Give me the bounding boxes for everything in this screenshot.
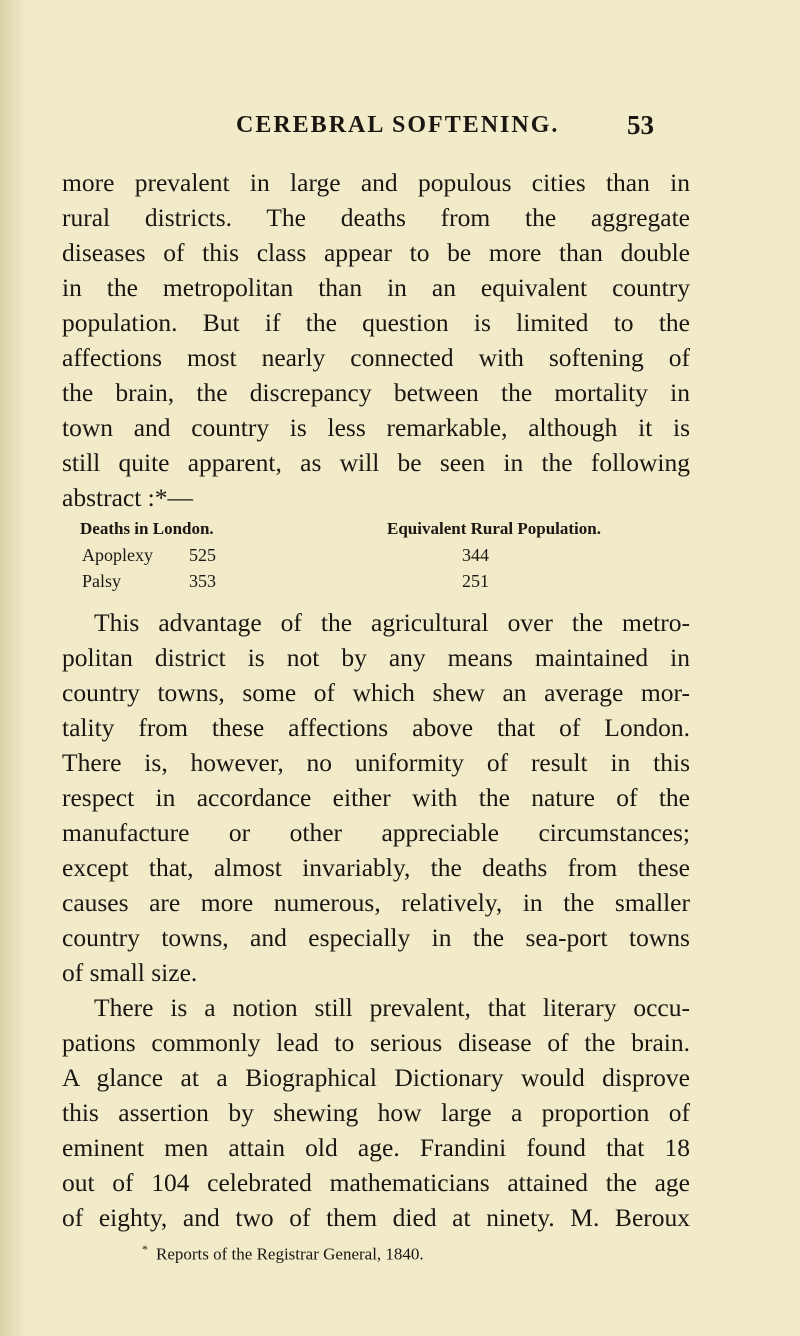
text-line: still quite apparent, as will be seen in the following [62,448,690,477]
footnote-text: Reports of the Registrar General, 1840. [156,1244,424,1264]
london-deaths: 353 [189,571,216,591]
text-line: more prevalent in large and populous cities than in [62,168,690,197]
rural-deaths: 344 [462,545,489,565]
text-line: There is a notion still prevalent, that literary occu- [94,993,690,1022]
paragraph-3 [62,990,690,1235]
footnote [62,1237,690,1267]
column-header-rural: Equivalent Rural Population. [387,519,601,538]
text-line: population. But if the question is limited to the [62,308,690,337]
page-edge-shadow [0,0,26,1336]
text-line: in the metropolitan than in an equivalent country [62,273,690,302]
text-line: politan district is not by any means maintained in [62,643,690,672]
text-line: rural districts. The deaths from the aggregate [62,203,690,232]
text-line: this assertion by shewing how large a proportion of [62,1098,690,1127]
body-text [62,165,690,1267]
text-line: country towns, and especially in the sea-port towns [62,923,690,952]
text-line: tality from these affections above that of London. [62,713,690,742]
text-line: manufacture or other appreciable circumstances; [62,818,690,847]
mortality-abstract-table [62,519,690,599]
london-deaths: 525 [189,545,216,565]
column-header-london: Deaths in London. [80,519,214,538]
page-number: 53 [627,110,654,140]
text-line: of eighty, and two of them died at ninety. M. Beroux [62,1203,690,1232]
text-line: causes are more numerous, relatively, in the smaller [62,888,690,917]
paragraph-1 [62,165,690,515]
running-title: CEREBRAL SOFTENING. [236,112,560,138]
rural-deaths: 251 [462,571,489,591]
table-row [62,571,690,595]
table-row [62,545,690,569]
text-line: respect in accordance either with the nature of the [62,783,690,812]
page-header [0,112,800,152]
text-line: diseases of this class appear to be more than double [62,238,690,267]
text-line: the brain, the discrepancy between the mortality in [62,378,690,407]
text-line: out of 104 celebrated mathematicians attained the age [62,1168,690,1197]
text-line: of small size. [62,958,198,987]
text-line: There is, however, no uniformity of result in this [62,748,690,777]
text-line: except that, almost invariably, the deaths from these [62,853,690,882]
text-line: eminent men attain old age. Frandini found that 18 [62,1133,690,1162]
footnote-mark: * [142,1242,148,1256]
text-line: country towns, some of which shew an average mor- [62,678,690,707]
paragraph-2 [62,605,690,990]
text-line: town and country is less remarkable, although it is [62,413,690,442]
text-line: A glance at a Biographical Dictionary would disprove [62,1063,690,1092]
text-line: affections most nearly connected with softening of [62,343,690,372]
text-line: This advantage of the agricultural over the metro- [94,608,690,637]
disease-name: Palsy [82,571,122,591]
text-line: abstract :*— [62,483,193,512]
disease-name: Apoplexy [82,545,153,565]
text-line: pations commonly lead to serious disease of the brain. [62,1028,690,1057]
